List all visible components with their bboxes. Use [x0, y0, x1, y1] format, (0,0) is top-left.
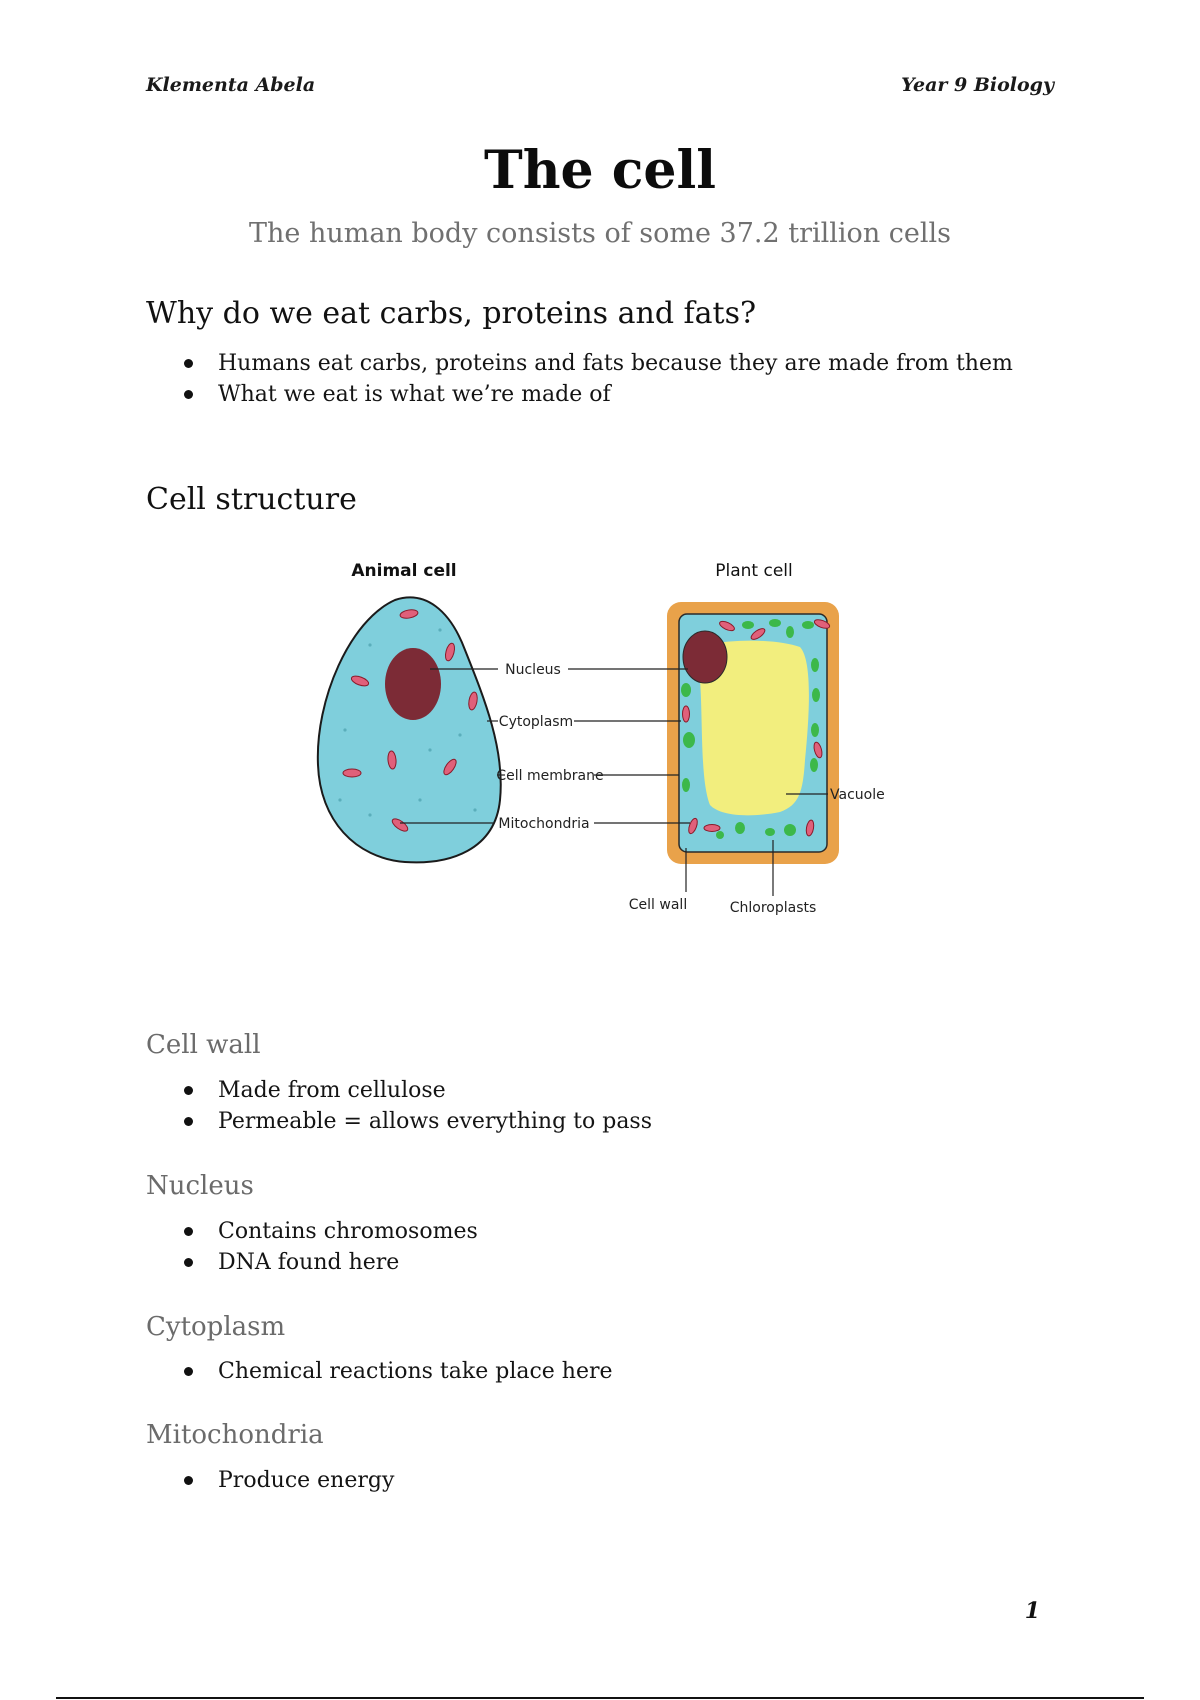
list-item-text: Made from cellulose — [218, 1078, 446, 1103]
chloroplast — [810, 758, 818, 772]
page-title: The cell — [484, 140, 716, 201]
header-course: Year 9 Biology — [901, 74, 1054, 96]
bullet-dot — [184, 1476, 193, 1485]
list-item — [146, 1216, 478, 1247]
list-item-text: Produce energy — [218, 1468, 395, 1493]
label-chloroplasts: Chloroplasts — [729, 900, 817, 916]
chloroplast — [683, 732, 695, 748]
heading-mitochondria: Mitochondria — [146, 1420, 324, 1450]
chloroplast — [682, 778, 690, 792]
chloroplast — [769, 619, 781, 627]
header-author: Klementa Abela — [146, 74, 316, 96]
page-number: 1 — [1024, 1598, 1040, 1624]
cell-wall-list — [146, 1075, 652, 1137]
cytoplasm-list — [146, 1356, 613, 1387]
mitochondrion — [683, 706, 690, 722]
list-item-text: Contains chromosomes — [218, 1219, 478, 1244]
list-item — [146, 348, 1013, 379]
chloroplast — [735, 822, 745, 834]
list-item-text: Permeable = allows everything to pass — [218, 1109, 653, 1134]
bullet-dot — [184, 390, 193, 399]
animal-nucleus — [385, 648, 441, 720]
chloroplast — [681, 683, 691, 697]
mitochondrion — [704, 825, 720, 832]
list-item — [146, 1465, 394, 1496]
bullet-dot — [184, 1258, 193, 1267]
label-cell-wall: Cell wall — [628, 897, 688, 913]
chloroplast — [811, 658, 819, 672]
chloroplast — [802, 621, 814, 629]
heading-cell-structure: Cell structure — [146, 482, 357, 517]
bullet-dot — [184, 1227, 193, 1236]
list-item-text: What we eat is what we’re made of — [218, 382, 611, 407]
chloroplast — [716, 831, 724, 839]
plant-nucleus — [683, 631, 727, 683]
cell-diagram-svg — [300, 550, 940, 930]
chloroplast — [786, 626, 794, 638]
list-item-text: Humans eat carbs, proteins and fats because they are made from them — [218, 351, 1013, 376]
label-cytoplasm: Cytoplasm — [498, 714, 574, 730]
plant-cell-title: Plant cell — [715, 561, 793, 581]
nucleus-list — [146, 1216, 478, 1278]
label-cell-membrane: Cell membrane — [496, 768, 604, 784]
label-nucleus: Nucleus — [505, 662, 561, 678]
chloroplast — [812, 688, 820, 702]
chloroplast — [811, 723, 819, 737]
bullet-dot — [184, 359, 193, 368]
why-eat-list — [146, 348, 1013, 410]
chloroplast — [765, 828, 775, 836]
list-item — [146, 1247, 478, 1278]
heading-cytoplasm: Cytoplasm — [146, 1312, 286, 1342]
bullet-dot — [184, 1367, 193, 1376]
cell-diagram — [300, 550, 940, 930]
list-item — [146, 1075, 652, 1106]
heading-nucleus: Nucleus — [146, 1171, 254, 1201]
heading-cell-wall: Cell wall — [146, 1030, 261, 1060]
chloroplast — [784, 824, 796, 836]
list-item-text: DNA found here — [218, 1250, 400, 1275]
bottom-divider — [56, 1697, 1144, 1699]
bullet-dot — [184, 1086, 193, 1095]
chloroplast — [742, 621, 754, 629]
heading-why-eat: Why do we eat carbs, proteins and fats? — [146, 296, 757, 331]
list-item — [146, 1106, 652, 1137]
list-item — [146, 379, 1013, 410]
list-item-text: Chemical reactions take place here — [218, 1359, 613, 1384]
label-vacuole: Vacuole — [830, 787, 885, 803]
mitochondria-list — [146, 1465, 394, 1496]
label-mitochondria: Mitochondria — [498, 816, 590, 832]
bullet-dot — [184, 1117, 193, 1126]
page-subtitle: The human body consists of some 37.2 trillion cells — [248, 218, 952, 249]
mitochondrion — [343, 769, 361, 777]
list-item — [146, 1356, 613, 1387]
plant-cell — [667, 602, 839, 864]
animal-cell-title: Animal cell — [351, 561, 457, 581]
